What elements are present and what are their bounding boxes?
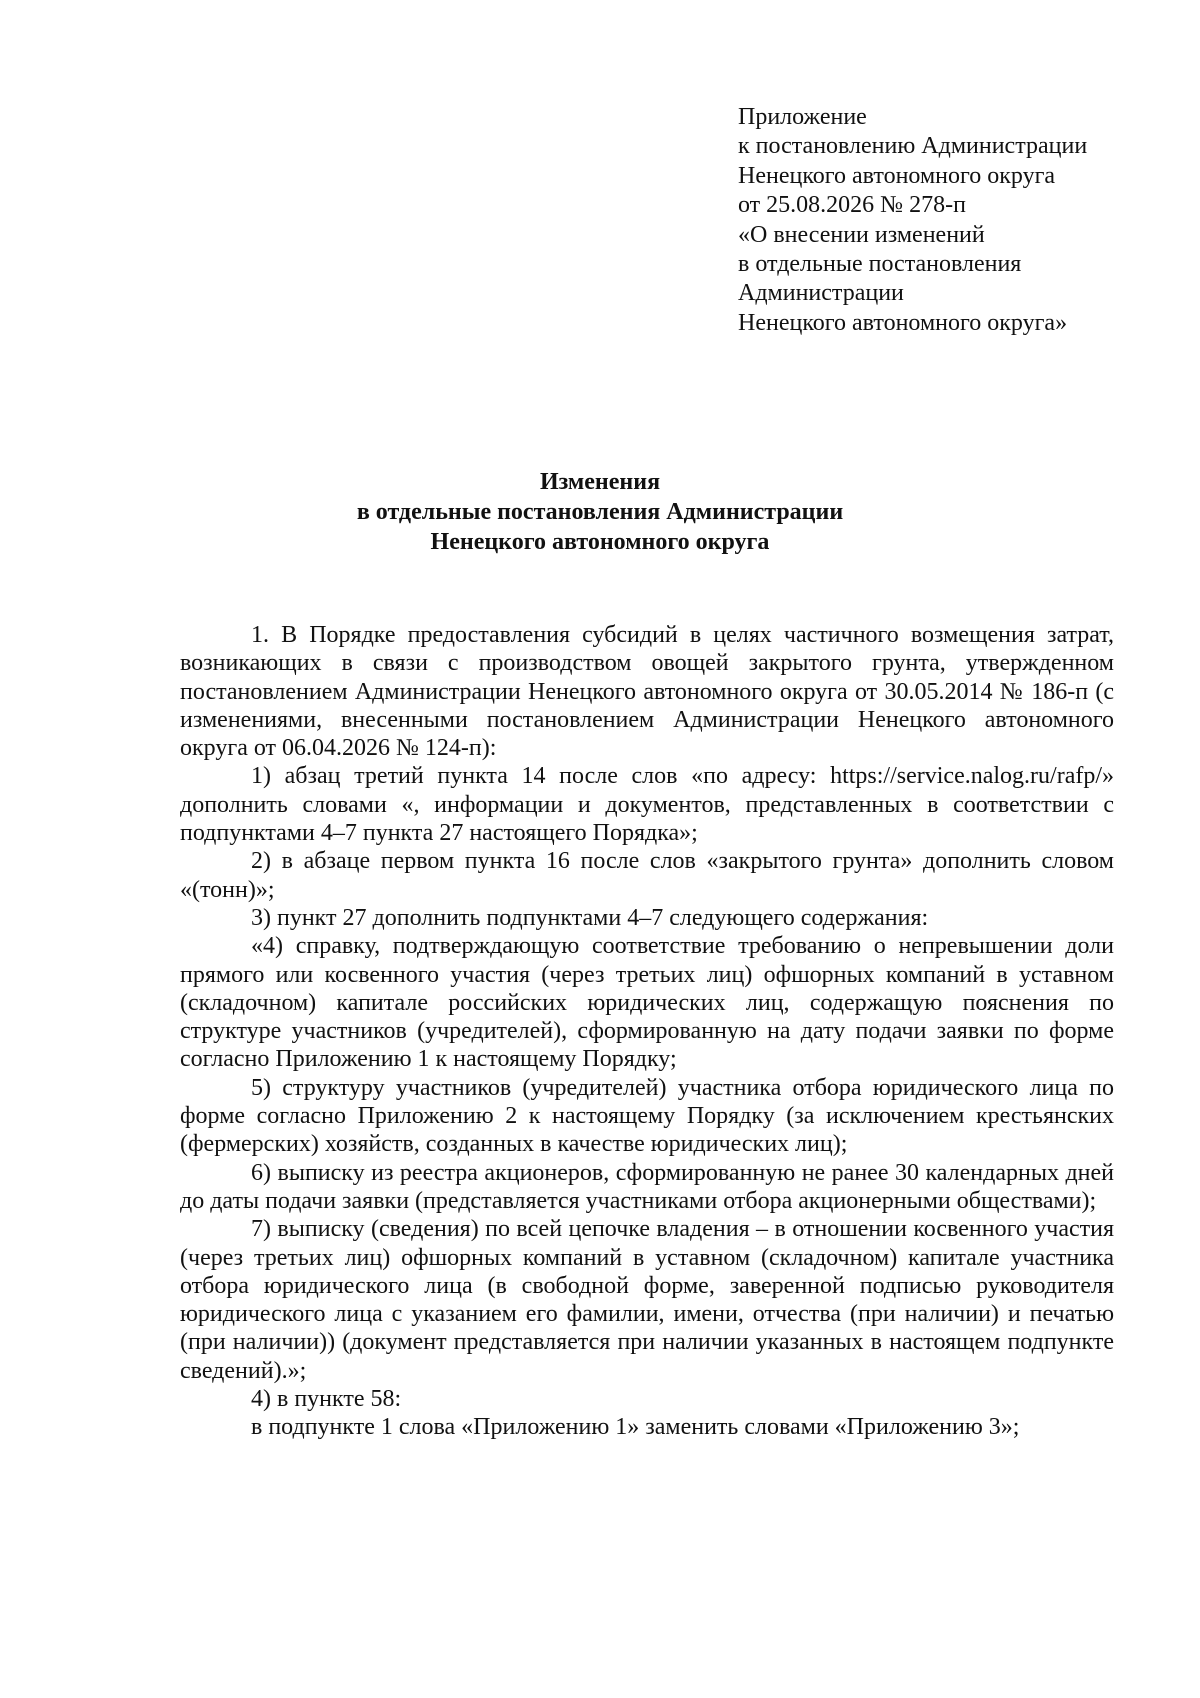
appendix-line: Администрации — [738, 280, 904, 307]
document-title — [0, 467, 1200, 557]
appendix-header — [738, 103, 1158, 338]
title-line: в отдельные постановления Администрации — [356, 499, 844, 525]
appendix-line: «О внесении изменений — [738, 221, 985, 248]
paragraph-subitem-4: 4) в пункте 58: — [251, 1386, 402, 1413]
paragraph-subitem-3: 3) пункт 27 дополнить подпунктами 4–7 следующего содержания: — [251, 904, 929, 931]
title-line: Изменения — [539, 469, 661, 495]
paragraph-subitem-3-4: «4) справку, подтверждающую соответствие требованию о непревышении доли прямого или косвенного участия (через третьих лиц) офшорных компаний в уставном (складочном) капитале российских юридических лиц, содержащую пояснения по структуре участников (учредителей), сформированную на дату подачи заявки по форме согласно Приложению 1 к настоящему Порядку; — [180, 933, 1114, 1073]
appendix-line: к постановлению Администрации — [738, 133, 1088, 160]
paragraph-subitem-2: 2) в абзаце первом пункта 16 после слов «закрытого грунта» дополнить словом «(тонн)»; — [180, 848, 1114, 903]
paragraph-subitem-4-1: в подпункте 1 слова «Приложению 1» заменить словами «Приложению 3»; — [251, 1414, 1020, 1441]
appendix-line: в отдельные постановления — [738, 251, 1022, 278]
paragraph-item-1: 1. В Порядке предоставления субсидий в целях частичного возмещения затрат, возникающих в связи с производством овощей закрытого грунта, утвержденном постановлением Администрации Ненецкого автономного округа от 30.05.2014 № 186-п (с изменениями, внесенными постановлением Администрации Ненецкого автономного округа от 06.04.2026 № 124-п): — [180, 622, 1114, 762]
paragraph-subitem-1: 1) абзац третий пункта 14 после слов «по адресу: https://service.nalog.ru/rafp/» дополнить словами «, информации и документов, представленных в соответствии с подпунктами 4–7 пункта 27 настоящего Порядка»; — [180, 763, 1114, 847]
appendix-line: Приложение — [738, 104, 867, 130]
paragraph-subitem-3-7: 7) выписку (сведения) по всей цепочке владения – в отношении косвенного участия (через третьих лиц) офшорных компаний в уставном (складочном) капитале участника отбора юридического лица (в свободной форме, заверенной подписью руководителя юридического лица с указанием его фамилии, имени, отчества (при наличии) и печатью (при наличии)) (документ представляется при наличии указанных в настоящем подпункте сведений).»; — [180, 1216, 1114, 1384]
paragraph-subitem-3-5: 5) структуру участников (учредителей) участника отбора юридического лица по форме согласно Приложению 2 к настоящему Порядку (за исключением крестьянских (фермерских) хозяйств, созданных в качестве юридических лиц); — [180, 1074, 1114, 1158]
paragraph-subitem-3-6: 6) выписку из реестра акционеров, сформированную не ранее 30 календарных дней до даты подачи заявки (представляется участниками отбора акционерными обществами); — [180, 1159, 1114, 1214]
title-line: Ненецкого автономного округа — [430, 529, 770, 555]
appendix-line: Ненецкого автономного округа» — [738, 309, 1068, 336]
appendix-line: Ненецкого автономного округа — [738, 162, 1056, 189]
document-body — [180, 621, 1114, 1442]
appendix-line: от 25.08.2026 № 278-п — [738, 192, 966, 219]
